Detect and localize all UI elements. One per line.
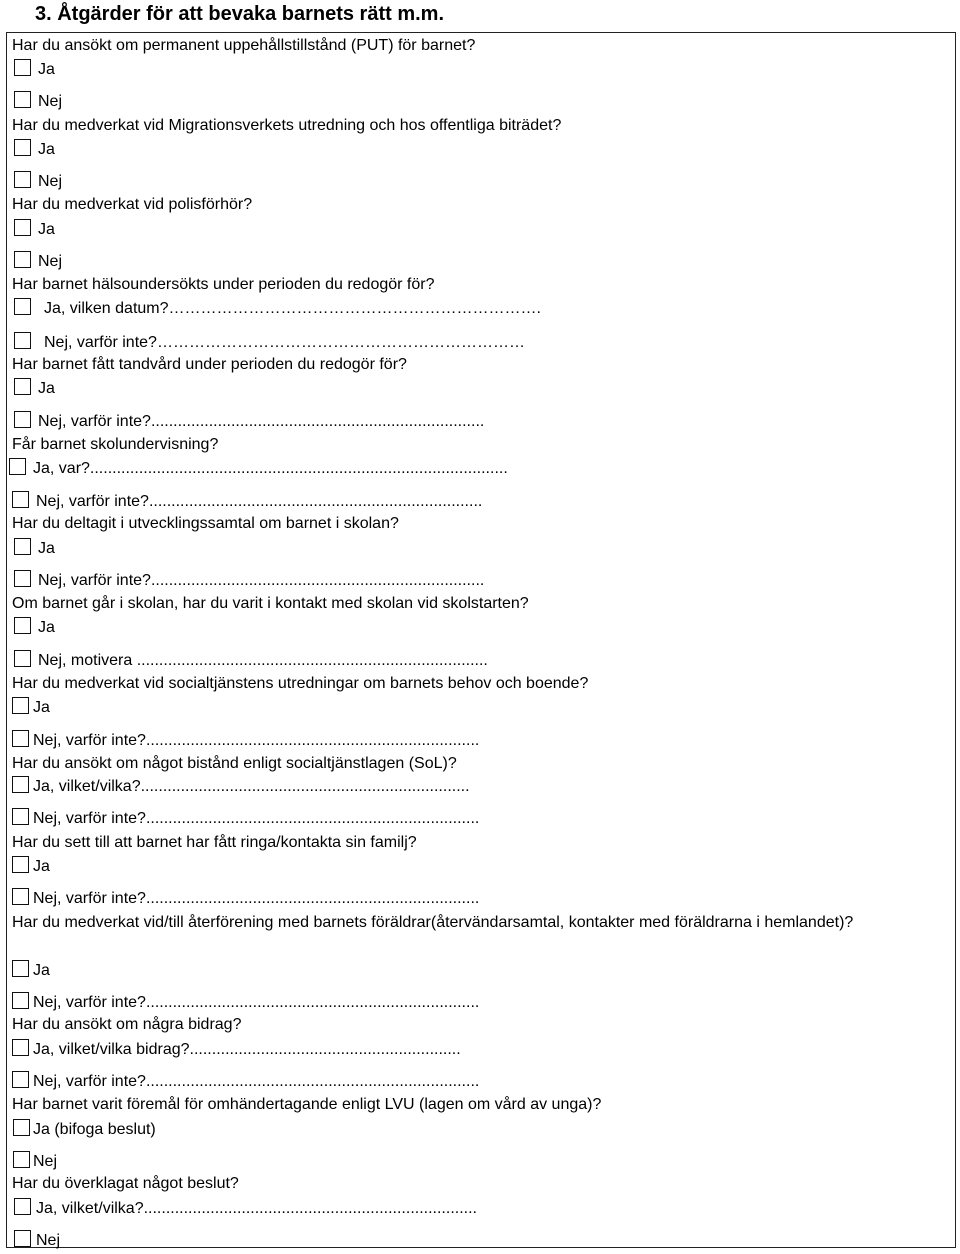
question-text: Har du ansökt om några bidrag?	[12, 1016, 242, 1033]
option-label: Ja	[33, 858, 50, 875]
option-label: Ja, vilket/vilka?...........................................................................	[36, 1200, 477, 1217]
question-text: Har du överklagat något beslut?	[12, 1175, 239, 1192]
option-label: Nej, varför inte?...........................................................................	[33, 994, 480, 1011]
checkbox[interactable]	[14, 59, 31, 76]
option-label: Nej, varför inte?...........................................................................	[38, 572, 485, 589]
question-text: Har barnet fått tandvård under perioden du redogör för?	[12, 356, 407, 373]
checkbox[interactable]	[14, 570, 31, 587]
option-label: Nej	[38, 93, 63, 110]
checkbox[interactable]	[12, 808, 29, 825]
option-label: Ja, vilket/vilka bidrag?.............................................................	[33, 1041, 461, 1058]
option-label: Nej, varför inte?...........................................................................	[33, 890, 480, 907]
option-label: Nej	[38, 253, 63, 270]
checkbox[interactable]	[12, 730, 29, 747]
option-label: Nej, varför inte?...........................................................................	[33, 1073, 480, 1090]
checkbox[interactable]	[12, 1071, 29, 1088]
option-label: Nej	[36, 1232, 61, 1249]
checkbox[interactable]	[14, 332, 31, 349]
option-label: Nej, varför inte?...........................................................................	[33, 732, 480, 749]
checkbox[interactable]	[12, 1039, 29, 1056]
option-label: Nej	[33, 1153, 58, 1170]
question-text: Har du medverkat vid socialtjänstens utredningar om barnets behov och boende?	[12, 675, 589, 692]
checkbox[interactable]	[14, 139, 31, 156]
checkbox[interactable]	[9, 458, 26, 475]
option-label: Ja	[38, 380, 55, 397]
option-label: Ja	[33, 699, 50, 716]
checkbox[interactable]	[14, 411, 31, 428]
question-text: Har du medverkat vid Migrationsverkets utredning och hos offentliga biträdet?	[12, 117, 562, 134]
checkbox[interactable]	[14, 91, 31, 108]
checkbox[interactable]	[12, 960, 29, 977]
checkbox[interactable]	[13, 1151, 30, 1168]
option-label: Ja	[38, 141, 55, 158]
checkbox[interactable]	[14, 219, 31, 236]
question-text: Om barnet går i skolan, har du varit i kontakt med skolan vid skolstarten?	[12, 595, 529, 612]
checkbox[interactable]	[13, 1119, 30, 1136]
option-label: Ja, vilket/vilka?..........................................................................	[33, 778, 470, 795]
section-heading: 3. Åtgärder för att bevaka barnets rätt m.m.	[35, 3, 445, 25]
option-label: Ja	[38, 619, 55, 636]
option-label: Nej, varför inte?...........................................................................	[38, 413, 485, 430]
checkbox[interactable]	[14, 298, 31, 315]
question-text: Har du ansökt om permanent uppehållstillstånd (PUT) för barnet?	[12, 37, 476, 54]
question-text: Har du ansökt om något bistånd enligt socialtjänstlagen (SoL)?	[12, 755, 457, 772]
question-text: Har du medverkat vid polisförhör?	[12, 196, 253, 213]
option-label: Ja	[38, 221, 55, 238]
option-label: Ja, vilken datum?…………………………………………………………….	[44, 300, 541, 317]
checkbox[interactable]	[14, 617, 31, 634]
option-label: Nej, motivera ...............................................................................	[38, 652, 488, 669]
question-text: Har barnet hälsoundersökts under perioden du redogör för?	[12, 276, 435, 293]
checkbox[interactable]	[14, 538, 31, 555]
option-label: Ja	[38, 540, 55, 557]
option-label: Nej	[38, 173, 63, 190]
checkbox[interactable]	[14, 650, 31, 667]
option-label: Ja (bifoga beslut)	[33, 1121, 156, 1138]
checkbox[interactable]	[14, 171, 31, 188]
checkbox[interactable]	[12, 856, 29, 873]
question-text: Får barnet skolundervisning?	[12, 436, 219, 453]
question-text: Har du sett till att barnet har fått ringa/kontakta sin familj?	[12, 834, 417, 851]
option-label: Nej, varför inte?...........................................................................	[33, 810, 480, 827]
checkbox[interactable]	[12, 697, 29, 714]
option-label: Ja	[33, 962, 50, 979]
checkbox[interactable]	[12, 776, 29, 793]
question-text: Har barnet varit föremål för omhändertagande enligt LVU (lagen om vård av unga)?	[12, 1096, 602, 1113]
checkbox[interactable]	[14, 1230, 31, 1247]
question-text: Har du medverkat vid/till återförening med barnets föräldrar(återvändarsamtal, kontakter med föräldrarna i hemlandet)?	[12, 914, 854, 931]
checkbox[interactable]	[12, 992, 29, 1009]
checkbox[interactable]	[14, 1198, 31, 1215]
checkbox[interactable]	[12, 491, 29, 508]
checkbox[interactable]	[14, 251, 31, 268]
option-label: Nej, varför inte?……………………………………………………………	[44, 334, 525, 351]
option-label: Nej, varför inte?...........................................................................	[36, 493, 483, 510]
question-text: Har du deltagit i utvecklingssamtal om barnet i skolan?	[12, 515, 399, 532]
option-label: Ja	[38, 61, 55, 78]
checkbox[interactable]	[14, 378, 31, 395]
checkbox[interactable]	[12, 888, 29, 905]
option-label: Ja, var?..............................................................................................	[33, 460, 508, 477]
